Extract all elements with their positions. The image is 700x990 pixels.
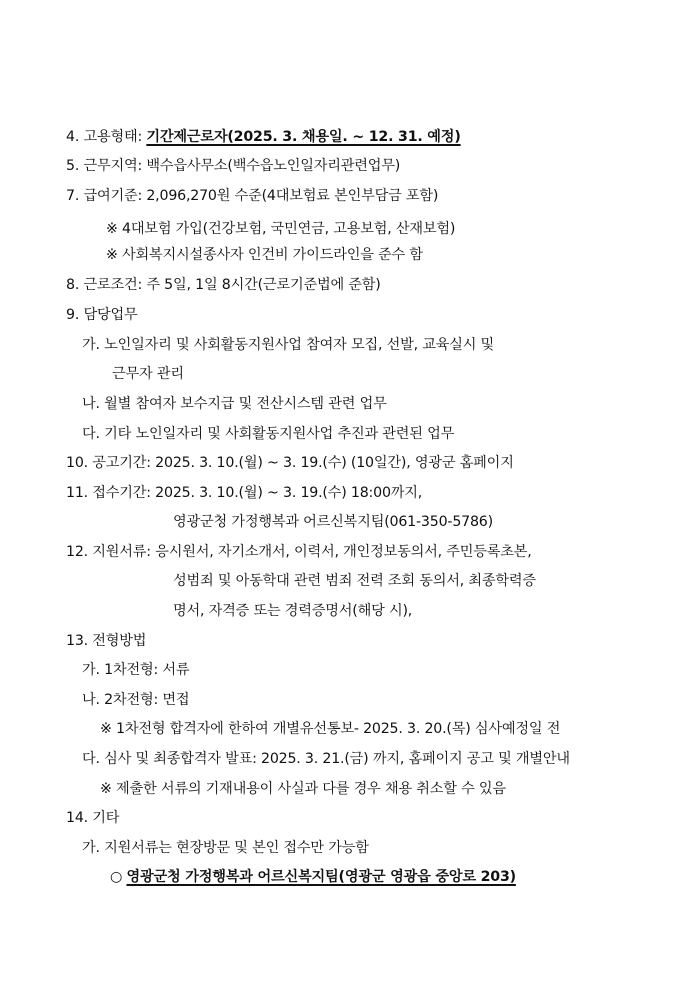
duty-item-da: 다. 기타 노인일자리 및 사회활동지원사업 추진과 관련된 업무 <box>82 426 455 442</box>
documents-line-2: 성범죄 및 아동학대 관련 범죄 전력 조회 동의서, 최종학력증 <box>173 573 536 589</box>
other-item-ga: 가. 지원서류는 현장방문 및 본인 접수만 가능함 <box>82 840 369 856</box>
work-location: 5. 근무지역: 백수읍사무소(백수읍노인일자리관련업무) <box>66 158 401 174</box>
documents-line-3: 명서, 자격증 또는 경력증명서(해당 시), <box>173 603 413 619</box>
duty-item-na: 나. 월별 참여자 보수지급 및 전산시스템 관련 업무 <box>82 396 387 412</box>
salary-note-insurance: ※ 4대보험 가입(건강보험, 국민연금, 고용보험, 산재보험) <box>106 221 456 237</box>
application-contact: 영광군청 가정행복과 어르신복지팀(061-350-5786) <box>173 514 493 530</box>
employment-type-label: 4. 고용형태: <box>66 129 147 145</box>
circle-bullet-icon: ○ <box>110 869 127 885</box>
selection-note-notify: ※ 1차전형 합격자에 한하여 개별유선통보- 2025. 3. 20.(목) 심사예정일 전 <box>100 721 561 737</box>
documents-line-1: 12. 지원서류: 응시원서, 자기소개서, 이력서, 개인정보동의서, 주민등록초본, <box>66 544 532 560</box>
selection-note-cancel: ※ 제출한 서류의 기재내용이 사실과 다를 경우 채용 취소할 수 있음 <box>100 781 506 797</box>
selection-announce: 다. 심사 및 최종합격자 발표: 2025. 3. 21.(금) 까지, 홈페이지 공고 및 개별안내 <box>82 751 570 767</box>
duty-item-ga-cont: 근무자 관리 <box>112 366 184 382</box>
duty-item-ga: 가. 노인일자리 및 사회활동지원사업 참여자 모집, 선발, 교육실시 및 <box>82 337 495 353</box>
selection-heading: 13. 전형방법 <box>66 633 147 649</box>
selection-first: 가. 1차전형: 서류 <box>82 662 190 678</box>
notice-period: 10. 공고기간: 2025. 3. 10.(월) ~ 3. 19.(수) (10일간), 영광군 홈페이지 <box>66 455 514 471</box>
salary: 7. 급여기준: 2,096,270원 수준(4대보험료 본인부담금 포함) <box>66 188 439 204</box>
duties-heading: 9. 담당업무 <box>66 307 138 323</box>
office-address <box>110 867 516 887</box>
office-address-value: 영광군청 가정행복과 어르신복지팀(영광군 영광읍 중앙로 203) <box>126 869 516 885</box>
application-period: 11. 접수기간: 2025. 3. 10.(월) ~ 3. 19.(수) 18:00까지, <box>66 485 423 501</box>
employment-type-value: 기간제근로자(2025. 3. 채용일. ~ 12. 31. 예정) <box>146 129 461 145</box>
employment-type <box>66 127 461 147</box>
selection-second: 나. 2차전형: 면접 <box>82 692 190 708</box>
other-heading: 14. 기타 <box>66 810 120 826</box>
salary-note-guideline: ※ 사회복지시설종사자 인건비 가이드라인을 준수 함 <box>106 247 423 263</box>
work-conditions: 8. 근로조건: 주 5일, 1일 8시간(근로기준법에 준함) <box>66 277 381 293</box>
